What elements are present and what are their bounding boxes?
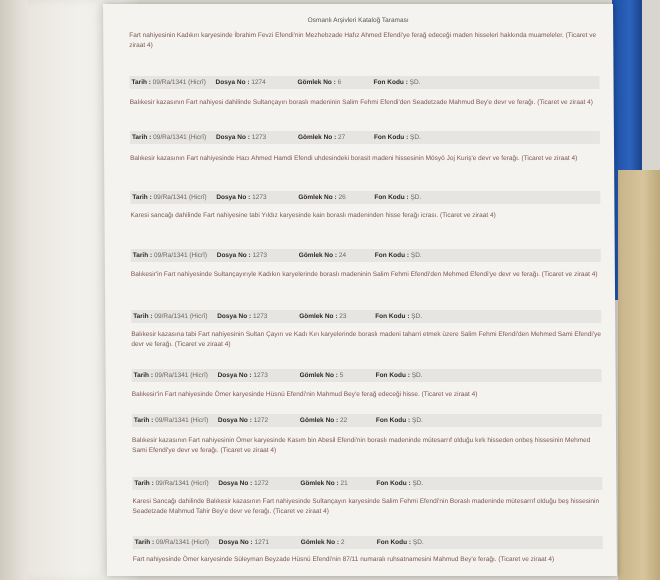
fond-label: Fon Kodu : (375, 372, 410, 379)
manila-folder (618, 170, 660, 580)
record-description: Fart nahiyesinde Ömer karyesinde Süleyman Beyzade Hüsnü Efendi'nin 87/11 numaralı ruhsatnamesini Mahmud Bey'e ferağı. (Ticaret ve ziraat 4) (132, 556, 555, 563)
record-description: Balıkesir kazasına tabi Fart nahiyesinin Sultan Çayırı ve Kadı Kırı karyelerinde boraslı madeni taharri etmek üzere Salim Fehmi Efendi'den Mehmed Sami Efendi'ye devr ve ferağı. (Ticaret ve ziraat 4) (131, 331, 601, 348)
fond-value: ŞD. (410, 194, 422, 201)
record-meta (132, 477, 602, 490)
date-value: 09/Ra/1341 (Hicrî) (152, 79, 206, 86)
date-label: Tarih : (133, 313, 153, 320)
date-value: 09/Ra/1341 (Hicrî) (154, 372, 208, 379)
shirt-value: 24 (338, 252, 347, 259)
fond-label: Fon Kodu : (375, 417, 411, 424)
record-meta (130, 191, 600, 204)
fond-value: ŞD. (411, 372, 423, 379)
file-value: 1273 (252, 313, 268, 320)
file-label: Dosya No : (216, 194, 251, 201)
file-value: 1272 (253, 417, 269, 424)
date-value: 09/Ra/1341 (Hicrî) (153, 134, 207, 141)
date-label: Tarih : (132, 252, 153, 259)
document-page (103, 4, 617, 576)
date-value: 09/Ra/1341 (Hicrî) (153, 194, 207, 201)
date-value: 09/Ra/1341 (Hicrî) (155, 539, 210, 546)
fond-label: Fon Kodu : (373, 134, 409, 141)
shirt-value: 23 (339, 313, 347, 320)
file-label: Dosya No : (217, 313, 252, 320)
intro-description: Fart nahiyesinin Kadıkırı karyesinde İbrahim Fevzi Efendi'nin Mezhebzade Hafız Ahmed Efendi'ye ferağ edeceği maden hisseleri hakkında muameleler. (Ticaret ve ziraat 4) (129, 32, 597, 49)
file-label: Dosya No : (215, 134, 250, 141)
record-description: Balıkesir kazasının Fart nahiyesinde Hacı Ahmed Hamdi Efendi uhdesindeki borasit madeni hissesinin Mösyö Joj Kuriş'e devr ve ferağı. (Ticaret ve ziraat 4) (130, 155, 578, 162)
date-label: Tarih : (132, 194, 152, 201)
shirt-label: Gömlek No : (297, 79, 336, 86)
date-value: 09/Ra/1341 (Hicrî) (153, 252, 208, 259)
page-title: Osmanlı Arşivleri Kataloğ Taraması (307, 17, 409, 24)
shirt-label: Gömlek No : (299, 313, 338, 320)
shirt-value: 21 (340, 480, 348, 487)
shirt-label: Gömlek No : (298, 194, 337, 201)
record-meta (130, 76, 600, 89)
fond-value: ŞD. (411, 417, 423, 424)
shirt-label: Gömlek No : (297, 134, 337, 141)
shirt-value: 26 (338, 194, 346, 201)
shirt-label: Gömlek No : (298, 252, 338, 259)
file-label: Dosya No : (216, 252, 251, 259)
record-meta (130, 131, 600, 144)
shirt-label: Gömlek No : (299, 417, 339, 424)
file-label: Dosya No : (218, 539, 253, 546)
fond-value: ŞD. (412, 539, 424, 546)
shirt-value: 22 (339, 417, 348, 424)
record-meta (132, 414, 602, 427)
date-label: Tarih : (131, 79, 151, 86)
shirt-label: Gömlek No : (300, 480, 339, 487)
shirt-label: Gömlek No : (300, 539, 340, 546)
shirt-value: 2 (340, 539, 345, 546)
fond-label: Fon Kodu : (373, 79, 408, 86)
file-value: 1272 (254, 480, 269, 487)
file-label: Dosya No : (217, 417, 252, 424)
record-description: Balıkesir kazasının Fart nahiyesi dahilinde Sultançayırı boraslı madeninin Salim Fehmi Efendi'den Seadetzade Mahmud Bey'e devr ve ferağı. (Ticaret ve ziraat 4) (129, 99, 593, 106)
fond-label: Fon Kodu : (375, 313, 410, 320)
shirt-value: 5 (339, 372, 344, 379)
date-value: 09/Ra/1341 (Hicrî) (155, 417, 209, 424)
date-value: 09/Ra/1341 (Hicrî) (154, 313, 208, 320)
record-meta (133, 536, 603, 549)
file-label: Dosya No : (217, 372, 252, 379)
file-label: Dosya No : (218, 480, 253, 487)
record-meta (132, 369, 602, 382)
fond-label: Fon Kodu : (374, 252, 410, 259)
file-value: 1273 (252, 252, 268, 259)
fond-value: ŞD. (412, 480, 424, 487)
fond-value: ŞD. (409, 79, 421, 86)
date-label: Tarih : (134, 480, 154, 487)
date-value: 09/Ra/1341 (Hicrî) (155, 480, 209, 487)
file-value: 1271 (254, 539, 270, 546)
fond-label: Fon Kodu : (376, 539, 412, 546)
shirt-label: Gömlek No : (299, 372, 338, 379)
date-label: Tarih : (134, 539, 155, 546)
fond-value: ŞD. (410, 252, 422, 259)
record-meta (131, 310, 601, 323)
date-label: Tarih : (133, 372, 154, 379)
fond-value: ŞD. (410, 134, 421, 141)
record-description: Balıkesir'in Fart nahiyesinde Sultançayırıyle Kadıkırı karyelerinde boraslı madeninin Salim Fehmi Efendi'den Mehmed Efendi'ye devr ve ferağı. (Ticaret ve ziraat 4) (130, 271, 598, 278)
fond-value: ŞD. (411, 313, 423, 320)
record-description: Balıkesir kazasının Fart nahiyesinin Ömer karyesinde Kasım bin Abesil Efendi'nin boraslı madeninde mütesarrıf olduğu kırk hisseden onbeş hissesinin Mehmed Sami Efendi'ye devr ve ferağı. (Ticaret ve ziraat 4) (132, 437, 591, 454)
fond-label: Fon Kodu : (376, 480, 411, 487)
date-label: Tarih : (131, 134, 152, 141)
shirt-value: 6 (337, 79, 342, 86)
record-description: Karesi Sancağı dahilinde Balıkesir kazasının Fart nahiyesinde Sultançayırı karyesinde Salim Fehmi Efendi'nin Boraslı madeninde mütesarrıf olduğu beş hissesinin Seadetzade Mahmud Tahir Bey'e devr ve ferağı. (Ticaret ve ziraat 4) (132, 498, 600, 515)
fond-label: Fon Kodu : (374, 194, 409, 201)
file-value: 1273 (251, 134, 267, 141)
file-value: 1274 (251, 79, 266, 86)
file-value: 1273 (252, 194, 267, 201)
record-description: Karesi sancağı dahilinde Fart nahiyesine tabi Yıldız karyesinde kain boraslı madeninden hisse ferağı icrası. (Ticaret ve ziraat 4) (130, 212, 496, 219)
file-value: 1273 (253, 372, 268, 379)
file-label: Dosya No : (215, 79, 250, 86)
date-label: Tarih : (133, 417, 154, 424)
shirt-value: 27 (338, 134, 346, 141)
record-meta (131, 249, 601, 262)
record-description: Balıkesir'in Fart nahiyesinde Ömer karyesinde Hüsnü Efendi'nin Mahmud Bey'e ferağ edeceği hisse. (Ticaret ve ziraat 4) (131, 391, 478, 398)
